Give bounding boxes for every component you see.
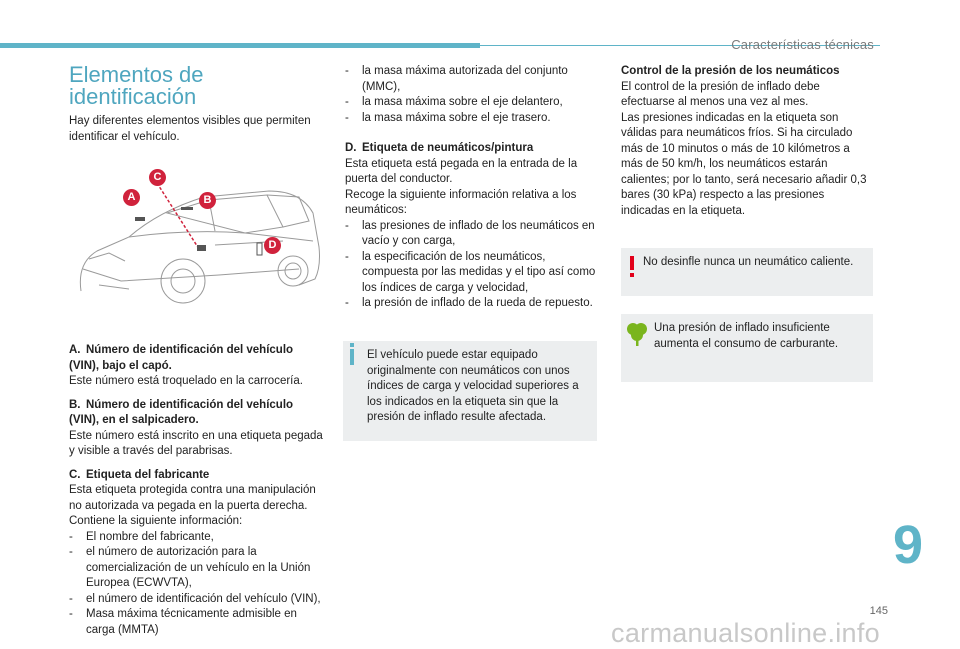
item-a-text: Este número está troquelado en la carrocería. bbox=[69, 375, 303, 387]
page-number: 145 bbox=[869, 605, 888, 617]
item-c-text-2: Contiene la siguiente información: bbox=[69, 515, 243, 527]
intro-text: Hay diferentes elementos visibles que permiten identificar el vehículo. bbox=[69, 115, 311, 143]
item-b-heading: Número de identificación del vehículo (VIN), en el salpicadero. bbox=[69, 398, 294, 426]
figure-label-a: A bbox=[123, 189, 140, 206]
list-item: - las presiones de inflado de los neumáticos en vacío y con carga, bbox=[345, 219, 595, 247]
info-note-box bbox=[343, 341, 597, 441]
item-d bbox=[345, 141, 597, 312]
info-note-text: El vehículo puede estar equipado originalmente con neumáticos con unos índices de carga y velocidad superiores a los indicados en la etiqueta sin que la presión de inflado resulte afectada. bbox=[367, 349, 579, 423]
car-figure bbox=[69, 151, 325, 333]
list-item: - la especificación de los neumáticos, compuesta por las medidas y el tipo así como los índices de carga y velocidad, bbox=[345, 250, 596, 294]
pressure-paragraph-2: Las presiones indicadas en la etiqueta son válidas para neumáticos fríos. Si ha circulado más de 10 minutos o más de 10 kilómetros a más de 50 km/h, los neumáticos estarán calientes; por lo tanto, será necesario añadir 0,3 bares (30 kPa) respecto a las presiones indicadas en la etiqueta. bbox=[621, 111, 867, 217]
pressure-paragraph-1: El control de la presión de inflado debe efectuarse al menos una vez al mes. bbox=[621, 80, 820, 108]
warning-icon bbox=[627, 256, 637, 278]
page-title: Elementos de identificación bbox=[69, 62, 204, 109]
car-illustration bbox=[69, 151, 325, 333]
item-c-heading: Etiqueta del fabricante bbox=[86, 468, 210, 481]
eco-note-box bbox=[621, 314, 873, 382]
info-icon bbox=[350, 349, 354, 365]
item-a-heading: Número de identificación del vehículo (VIN), bajo el capó. bbox=[69, 344, 294, 372]
item-c-text: Esta etiqueta protegida contra una manipulación no autorizada va pegada en la puerta derecha. bbox=[69, 484, 316, 512]
item-b-text: Este número está inscrito en una etiqueta pegada y visible a través del parabrisas. bbox=[69, 429, 323, 457]
list-item: - la presión de inflado de la rueda de repuesto. bbox=[345, 297, 593, 309]
item-d-list bbox=[345, 219, 597, 312]
column-middle bbox=[345, 64, 597, 312]
item-b bbox=[69, 398, 325, 460]
item-a-key: A. bbox=[69, 344, 81, 356]
item-d-text: Esta etiqueta está pegada en la entrada de la puerta del conductor. bbox=[345, 157, 578, 185]
item-d-key: D. bbox=[345, 142, 357, 154]
chapter-number: 9 bbox=[893, 515, 924, 575]
figure-label-b: B bbox=[199, 192, 216, 209]
list-item: - el número de identificación del vehículo (VIN), bbox=[69, 592, 321, 605]
section-title: Características técnicas bbox=[731, 37, 874, 52]
header-accent-bar bbox=[0, 43, 480, 48]
eco-leaf-icon bbox=[626, 321, 648, 347]
warning-note-text: No desinfle nunca un neumático caliente. bbox=[643, 256, 854, 268]
item-b-key: B. bbox=[69, 398, 81, 411]
pressure-heading: Control de la presión de los neumáticos bbox=[621, 65, 840, 77]
list-item: - la masa máxima sobre el eje trasero. bbox=[345, 111, 551, 124]
item-d-text-2: Recoge la siguiente información relativa a los neumáticos: bbox=[345, 188, 577, 216]
watermark: carmanualsonline.info bbox=[611, 618, 880, 648]
warning-note-box bbox=[621, 248, 873, 296]
item-d-heading: Etiqueta de neumáticos/pintura bbox=[362, 142, 534, 154]
eco-note-text: Una presión de inflado insuficiente aumenta el consumo de carburante. bbox=[654, 322, 839, 350]
list-item: - la masa máxima autorizada del conjunto (MMC), bbox=[345, 65, 568, 93]
figure-label-c: C bbox=[149, 169, 166, 186]
list-item: - El nombre del fabricante, bbox=[69, 530, 214, 543]
list-item: - el número de autorización para la comercialización de un vehículo en la Unión Europea (ECWVTA), bbox=[69, 546, 311, 589]
list-item: - Masa máxima técnicamente admisible en carga (MMTA) bbox=[69, 608, 297, 636]
column-left bbox=[69, 64, 325, 638]
item-c-key: C. bbox=[69, 468, 81, 481]
column-right bbox=[621, 64, 873, 219]
figure-label-d: D bbox=[264, 237, 281, 254]
item-a bbox=[69, 343, 325, 390]
list-item: - la masa máxima sobre el eje delantero, bbox=[345, 96, 563, 108]
mass-list bbox=[345, 64, 597, 126]
